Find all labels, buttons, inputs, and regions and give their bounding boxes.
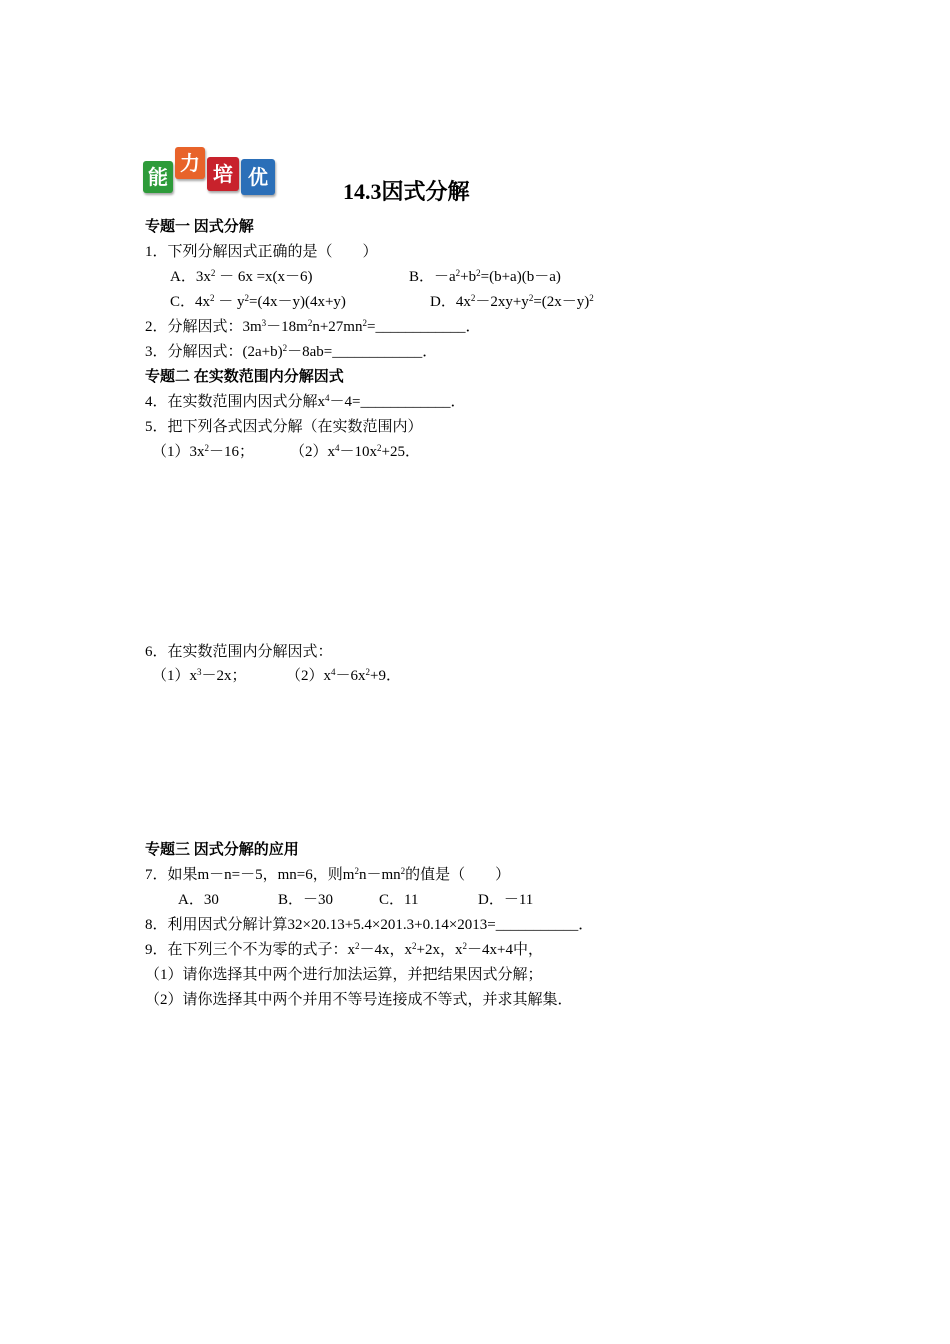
- q7-option-a: A．30: [178, 892, 219, 908]
- logo-tile-1: 能: [143, 161, 173, 193]
- question-6: 6．在实数范围内分解因式：: [145, 644, 333, 660]
- question-9: 9．在下列三个不为零的式子：$x^2-4x$，$x^2+2x$，$x^2-4x+4$中，: [145, 941, 543, 958]
- section-heading-3: 专题三 因式分解的应用: [145, 842, 299, 858]
- logo-tile-4: 优: [241, 159, 275, 195]
- q1-option-c: C．$4x^2 - y^2=(4x-y)(4x+y)$: [170, 293, 346, 310]
- q6-part-2: $(2)x^4-6x^2+9$．: [286, 667, 401, 684]
- q5-part-2: $(2)x^4-10x^2+25$．: [290, 443, 420, 460]
- q9-part-1: （1）请你选择其中两个进行加法运算，并把结果因式分解；: [145, 967, 543, 983]
- q1-option-a: A．$3x^2 - 6x =x(x-6)$: [170, 268, 313, 285]
- logo-tile-2: 力: [175, 147, 205, 179]
- section-heading-1: 专题一 因式分解: [145, 219, 254, 235]
- q7-option-c: C．11: [379, 892, 419, 908]
- logo-tile-3: 培: [207, 157, 239, 191]
- logo: [143, 147, 277, 197]
- q1-option-b: B．$-a^2+b^2=(b+a)(b-a)$: [409, 268, 561, 285]
- section-heading-2: 专题二 在实数范围内分解因式: [145, 369, 344, 385]
- question-4: 4．在实数范围内因式分解$x^4-4=\_\_\_\_\_\_\_\_\_\_\_\_$．: [145, 393, 466, 410]
- q5-part-1: $(1)3x^2-16$；: [152, 443, 255, 460]
- question-7: 7．如果m－n=－5，mn=6，则$m^2n-mn^2$的值是（ ）: [145, 866, 511, 883]
- q9-part-2: （2）请你选择其中两个并用不等号连接成不等式，并求其解集．: [145, 992, 573, 1008]
- q7-option-b: B．－30: [278, 892, 334, 908]
- q6-part-1: $(1)x^3-2x$；: [152, 667, 247, 684]
- question-5: 5．把下列各式因式分解（在实数范围内）: [145, 419, 423, 435]
- q7-option-d: D．－11: [478, 892, 534, 908]
- question-3: 3．分解因式：$(2a+b)^2-8ab=\_\_\_\_\_\_\_\_\_\_\_\_$．: [145, 343, 438, 360]
- q1-option-d: D．$4x^2-2xy+y^2=(2x-y)^2$: [430, 293, 594, 310]
- question-1: 1．下列分解因式正确的是（ ）: [145, 244, 378, 260]
- question-8: 8．利用因式分解计算32×20.13+5.4×201.3+0.14×2013=___________．: [145, 917, 594, 933]
- page-title: 14.3因式分解: [343, 179, 470, 204]
- question-2: 2．分解因式：$3m^3-18m^2n+27mn^2=\_\_\_\_\_\_\_\_\_\_\_\_$．: [145, 318, 481, 335]
